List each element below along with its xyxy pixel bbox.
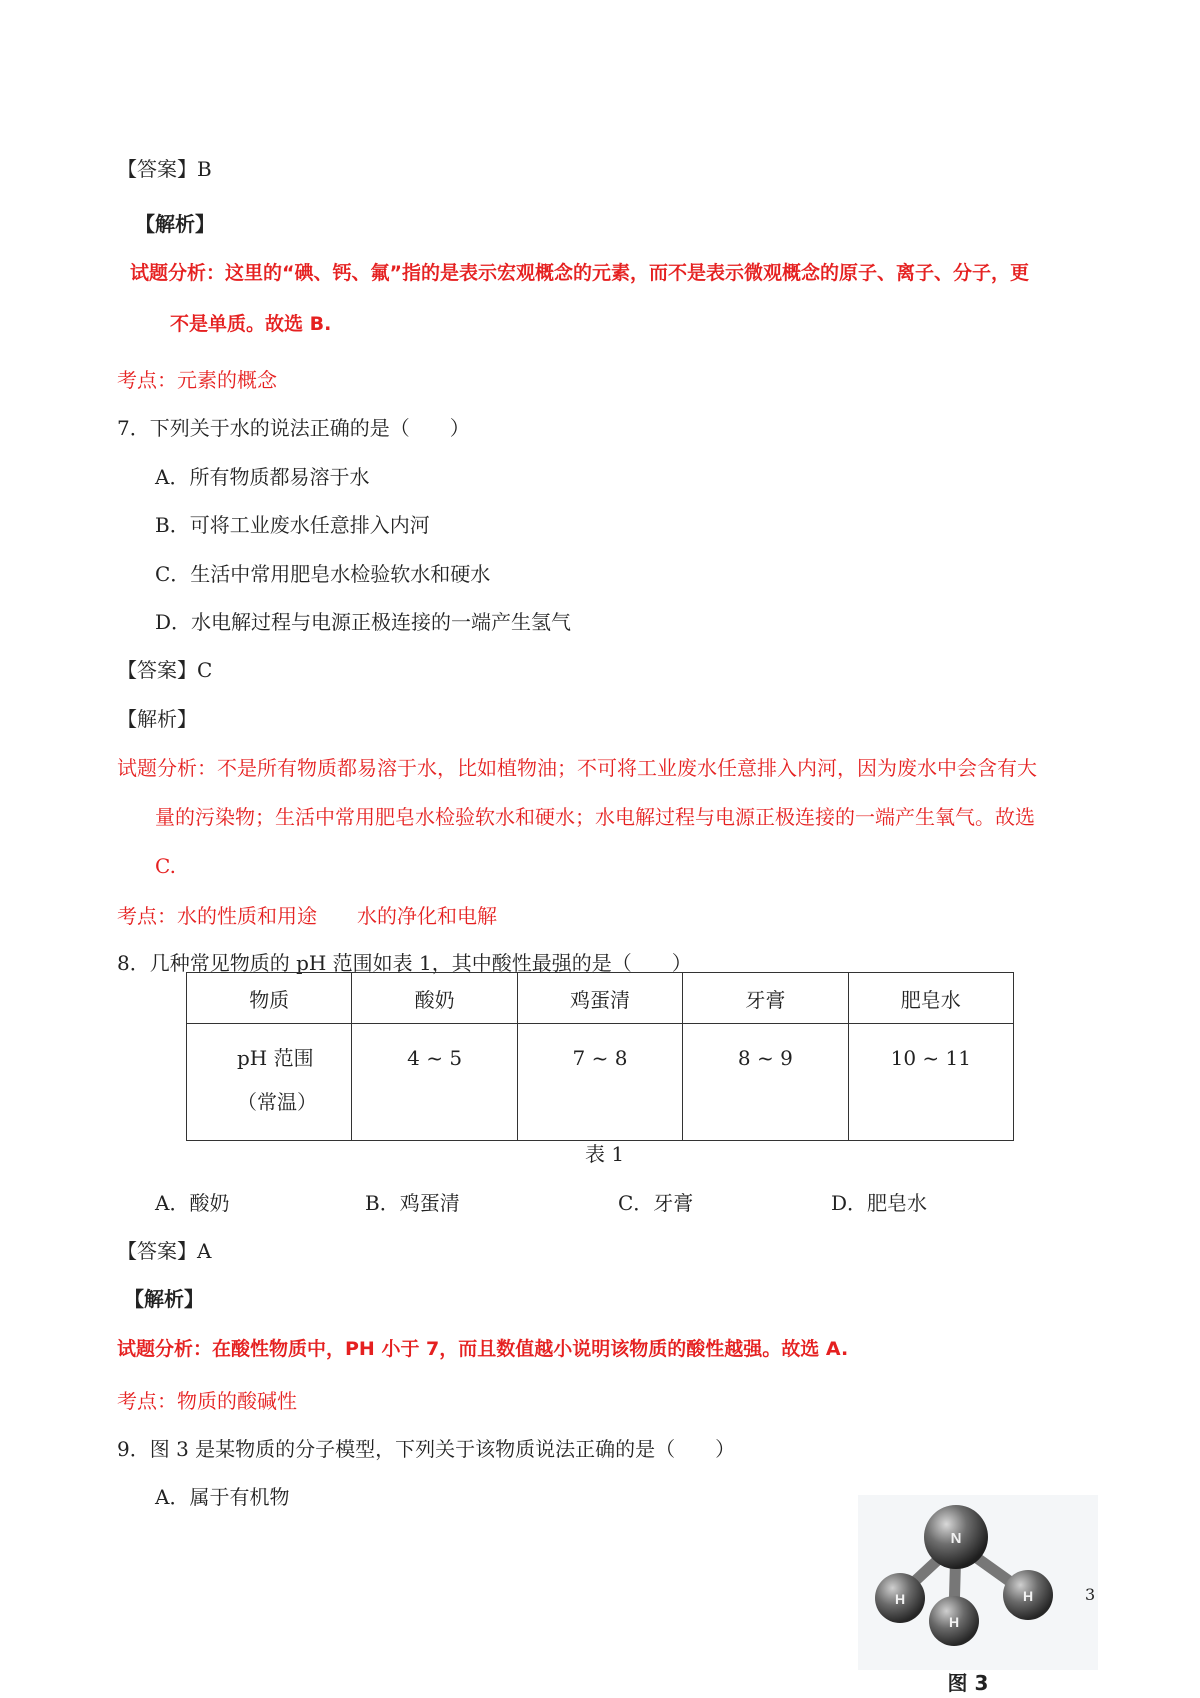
q7-option-a: A．所有物质都易溶于水: [155, 465, 370, 489]
q6-kaodian: 考点：元素的概念: [117, 368, 277, 392]
ph-table: [186, 972, 1014, 1141]
q9-option-a: A．属于有机物: [155, 1485, 290, 1509]
q8-stem: 8．几种常见物质的 pH 范围如表 1，其中酸性最强的是（ ）: [117, 951, 692, 975]
table-row-label: pH 范围（常温）: [187, 1024, 352, 1141]
table-cell-soap-water-ph: 10 ~ 11: [848, 1024, 1013, 1141]
q6-answer: 【答案】B: [117, 157, 212, 181]
table-header-yogurt: 酸奶: [352, 973, 517, 1024]
figure-caption: 图 3: [947, 1671, 989, 1695]
q7-stem: 7．下列关于水的说法正确的是（ ）: [117, 416, 470, 440]
q8-answer: 【答案】A: [117, 1239, 212, 1263]
q7-option-b: B．可将工业废水任意排入内河: [155, 513, 430, 537]
q6-analysis-line1: 试题分析：这里的“碘、钙、氟”指的是表示宏观概念的元素，而不是表示微观概念的原子、离子、分子，更: [130, 262, 1029, 284]
q8-option-b: B．鸡蛋清: [365, 1191, 460, 1215]
q8-kaodian: 考点：物质的酸碱性: [117, 1389, 297, 1413]
atom-h-bottom-label: H: [948, 1614, 960, 1630]
q8-option-c: C．牙膏: [618, 1191, 694, 1215]
q8-option-a: A．酸奶: [155, 1191, 230, 1215]
table-cell-toothpaste-ph: 8 ~ 9: [683, 1024, 848, 1141]
table-header-egg-white: 鸡蛋清: [517, 973, 682, 1024]
atom-n-label: N: [950, 1530, 962, 1547]
table-header-substance: 物质: [187, 973, 352, 1024]
q6-analysis-heading: 【解析】: [135, 212, 215, 236]
q7-option-c: C．生活中常用肥皂水检验软水和硬水: [155, 562, 491, 586]
molecule-model-figure: [858, 1495, 1098, 1695]
q8-analysis-line1: 试题分析：在酸性物质中，PH 小于 7，而且数值越小说明该物质的酸性越强。故选 A.: [117, 1338, 849, 1360]
q8-analysis-heading: 【解析】: [124, 1287, 204, 1311]
q7-answer: 【答案】C: [117, 658, 213, 682]
q8-option-d: D．肥皂水: [831, 1191, 928, 1215]
q7-analysis-line2: 量的污染物；生活中常用肥皂水检验软水和硬水；水电解过程与电源正极连接的一端产生氧气。故选: [155, 805, 1035, 829]
q7-kaodian: 考点：水的性质和用途 水的净化和电解: [117, 904, 497, 928]
q7-analysis-line1: 试题分析：不是所有物质都易溶于水，比如植物油；不可将工业废水任意排入内河，因为废水中会含有大: [117, 756, 1037, 780]
table-header-toothpaste: 牙膏: [683, 973, 848, 1024]
table-caption: 表 1: [585, 1142, 625, 1166]
page-number: 3: [1085, 1585, 1096, 1604]
table-cell-egg-white-ph: 7 ~ 8: [517, 1024, 682, 1141]
q7-analysis-line3: C.: [155, 854, 176, 878]
q7-analysis-heading: 【解析】: [117, 707, 197, 731]
q6-analysis-line2: 不是单质。故选 B.: [170, 313, 332, 335]
table-cell-yogurt-ph: 4 ~ 5: [352, 1024, 517, 1141]
q9-stem: 9．图 3 是某物质的分子模型，下列关于该物质说法正确的是（ ）: [117, 1437, 736, 1461]
table-header-soap-water: 肥皂水: [848, 973, 1013, 1024]
atom-h-right-label: H: [1022, 1588, 1034, 1604]
atom-h-left-label: H: [894, 1591, 906, 1607]
q7-option-d: D．水电解过程与电源正极连接的一端产生氢气: [155, 610, 572, 634]
